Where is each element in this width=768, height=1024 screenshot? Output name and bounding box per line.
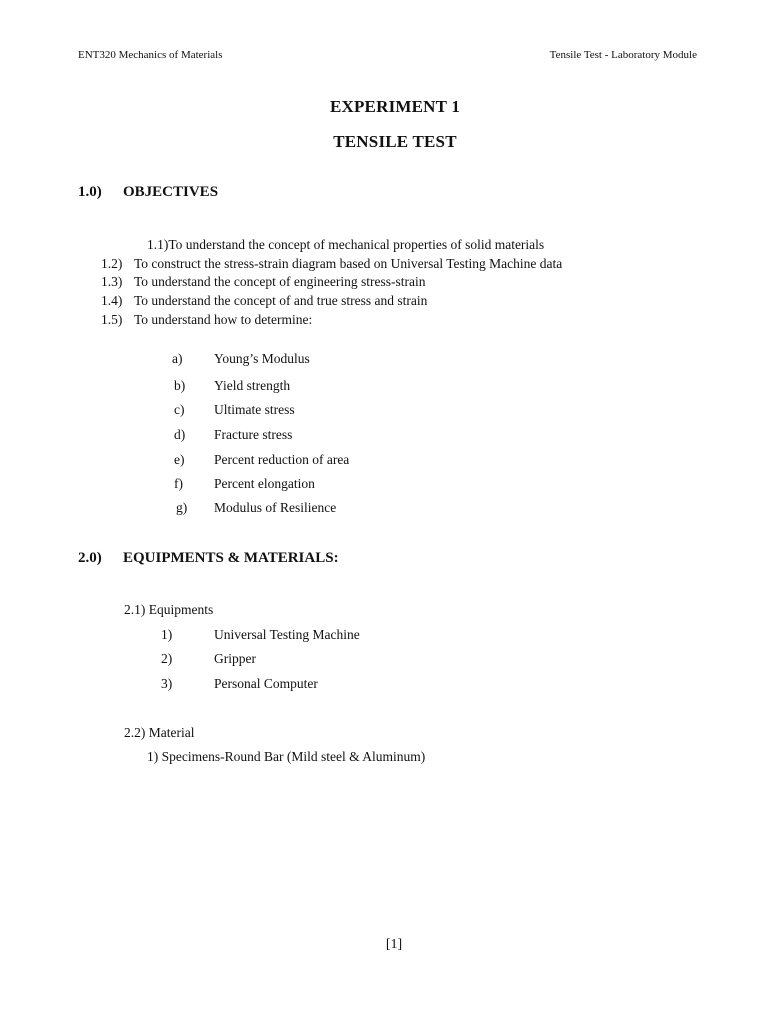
header-module-title: Tensile Test - Laboratory Module	[549, 49, 697, 61]
equipment-number: 2)	[161, 651, 173, 666]
objective-text: To understand the concept of engineering stress-strain	[134, 274, 426, 289]
section-number-equipments: 2.0)	[78, 550, 102, 566]
determine-text: Young’s Modulus	[214, 351, 310, 366]
objective-number: 1.2)	[101, 256, 123, 271]
section-heading-equipments: EQUIPMENTS & MATERIALS:	[123, 550, 339, 566]
header-course-title: ENT320 Mechanics of Materials	[78, 49, 223, 61]
equipment-text: Universal Testing Machine	[214, 627, 360, 642]
objective-text: To understand the concept of and true stress and strain	[134, 293, 428, 308]
determine-letter: e)	[174, 452, 185, 467]
determine-text: Fracture stress	[214, 427, 293, 442]
determine-text: Ultimate stress	[214, 402, 295, 417]
experiment-title: TENSILE TEST	[333, 132, 457, 151]
equipment-text: Gripper	[214, 651, 256, 666]
objective-number: 1.4)	[101, 293, 123, 308]
objective-text: To construct the stress-strain diagram based on Universal Testing Machine data	[134, 256, 563, 271]
objective-number: 1.3)	[101, 274, 123, 289]
determine-text: Yield strength	[214, 378, 291, 393]
material-item: 1) Specimens-Round Bar (Mild steel & Aluminum)	[147, 749, 426, 764]
section-heading-objectives: OBJECTIVES	[123, 184, 219, 200]
equipment-number: 3)	[161, 676, 173, 691]
determine-letter: c)	[174, 402, 185, 417]
experiment-number: EXPERIMENT 1	[329, 97, 461, 116]
objective-text: To understand how to determine:	[134, 312, 313, 327]
determine-text: Percent reduction of area	[214, 452, 350, 467]
determine-text: Percent elongation	[214, 476, 315, 491]
determine-letter: g)	[176, 500, 188, 515]
objective-text: To understand the concept of mechanical properties of solid materials	[168, 237, 545, 252]
section-number-objectives: 1.0)	[78, 184, 102, 200]
objective-item	[147, 237, 544, 253]
determine-letter: b)	[174, 378, 186, 393]
equipment-number: 1)	[161, 627, 173, 642]
page-number: [1]	[385, 937, 403, 952]
equipment-text: Personal Computer	[214, 676, 318, 691]
determine-letter: a)	[172, 351, 183, 366]
determine-letter: f)	[174, 476, 183, 491]
objective-number: 1.5)	[101, 312, 123, 327]
objective-number: 1.1)	[147, 237, 169, 252]
determine-text: Modulus of Resilience	[214, 500, 337, 515]
determine-letter: d)	[174, 427, 186, 442]
subsection-equipments: 2.1) Equipments	[124, 602, 214, 617]
subsection-material: 2.2) Material	[124, 725, 195, 740]
